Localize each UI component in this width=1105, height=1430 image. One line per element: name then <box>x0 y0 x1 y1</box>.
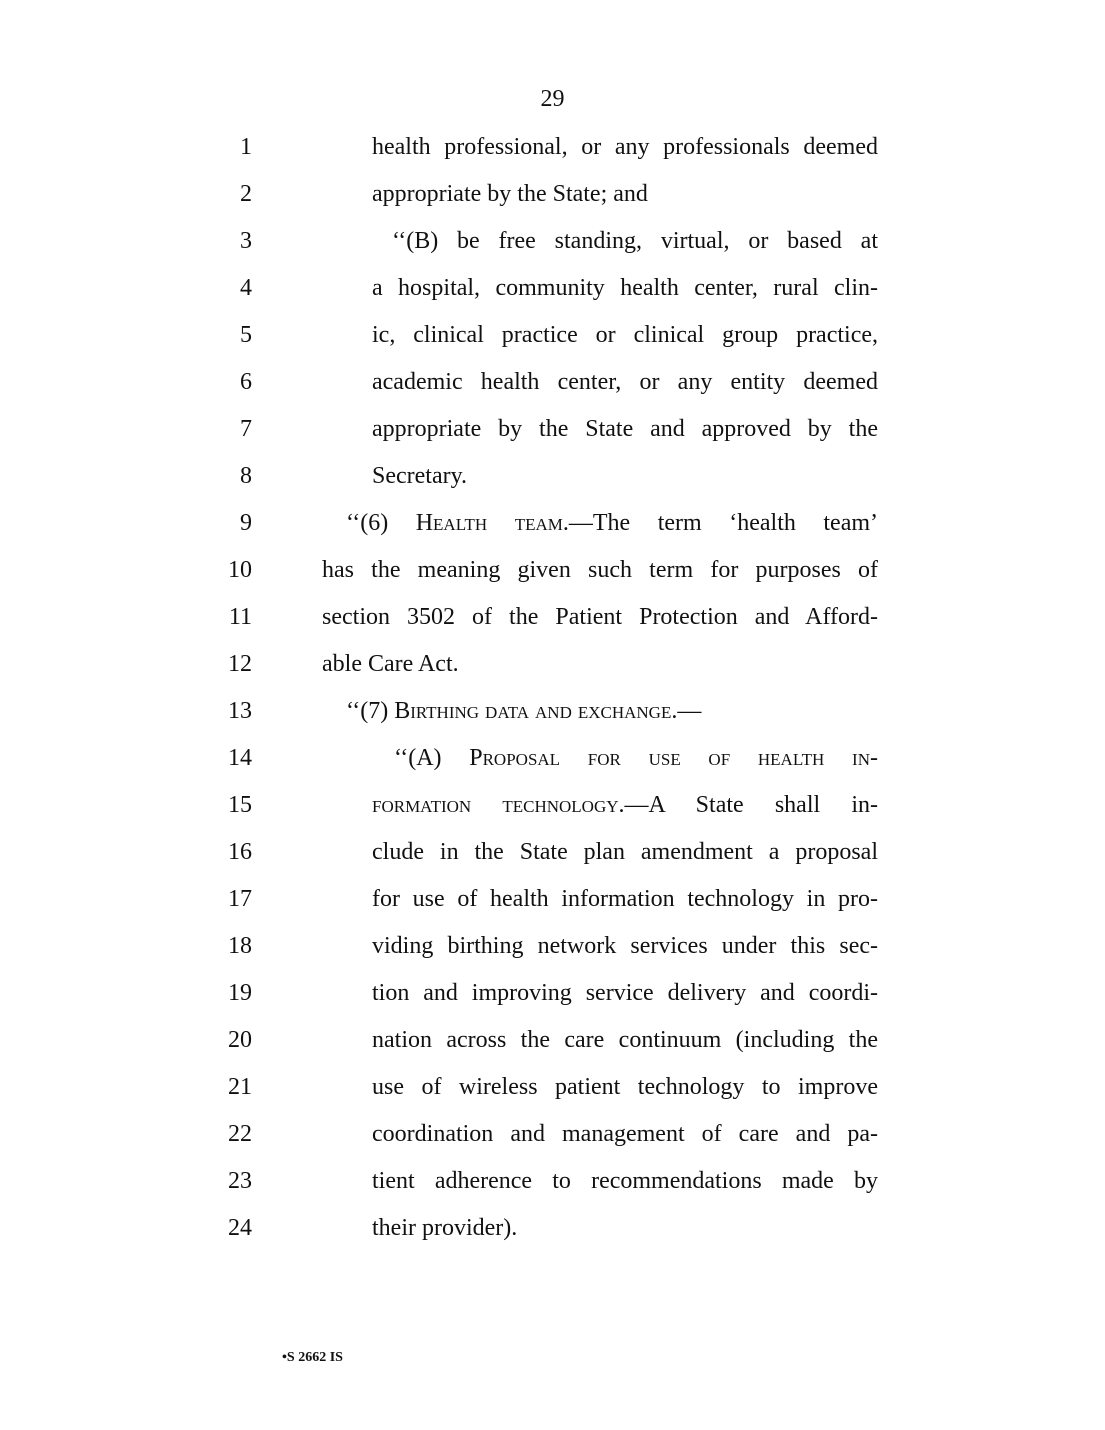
line-text: use of wireless patient technology to improve <box>372 1074 878 1100</box>
line-text: clude in the State plan amendment a proposal <box>372 839 878 865</box>
line-text: appropriate by the State and approved by the <box>372 416 878 442</box>
line-number: 20 <box>228 1027 252 1053</box>
line-text: health professional, or any professionals deemed <box>372 134 878 160</box>
text-line <box>0 1071 1105 1118</box>
line-number: 18 <box>228 933 252 959</box>
text-line <box>0 366 1105 413</box>
line-text: tion and improving service delivery and coordi- <box>372 980 878 1006</box>
text-line <box>0 178 1105 225</box>
line-text: ic, clinical practice or clinical group practice, <box>372 322 878 348</box>
text-line <box>0 1024 1105 1071</box>
line-text: coordination and management of care and pa- <box>372 1121 878 1147</box>
text-line <box>0 601 1105 648</box>
section-heading-small-caps: Proposal for use of health in- <box>469 745 878 771</box>
line-number: 22 <box>228 1121 252 1147</box>
line-number: 10 <box>228 557 252 583</box>
text-line <box>0 1165 1105 1212</box>
line-text: Secretary. <box>372 463 468 489</box>
text-line <box>0 460 1105 507</box>
text-line <box>0 507 1105 554</box>
line-number: 16 <box>228 839 252 865</box>
text-line <box>0 1118 1105 1165</box>
page-number: 29 <box>540 86 565 112</box>
line-number: 19 <box>228 980 252 1006</box>
line-text-prefix: ‘‘(7) <box>346 698 395 724</box>
line-number: 3 <box>240 228 252 254</box>
line-text-suffix: .—The term ‘health team’ <box>562 510 879 536</box>
text-line <box>0 977 1105 1024</box>
line-number: 12 <box>228 651 252 677</box>
line-number: 8 <box>240 463 252 489</box>
line-number: 17 <box>228 886 252 912</box>
line-text: tient adherence to recommendations made by <box>372 1168 878 1194</box>
line-number: 2 <box>240 181 252 207</box>
section-heading-small-caps: Health team <box>415 510 563 536</box>
text-line <box>0 319 1105 366</box>
text-line <box>0 836 1105 883</box>
line-text <box>346 507 878 539</box>
line-number: 21 <box>228 1074 252 1100</box>
section-heading-small-caps: formation technology <box>372 792 619 818</box>
line-text: nation across the care continuum (including the <box>372 1027 878 1053</box>
line-text <box>372 789 878 821</box>
line-text: appropriate by the State; and <box>372 181 648 207</box>
line-number: 15 <box>228 792 252 818</box>
line-number: 7 <box>240 416 252 442</box>
line-text-suffix: .—A State shall in- <box>618 792 878 818</box>
line-text-suffix: .— <box>671 698 702 724</box>
text-line <box>0 648 1105 695</box>
line-number: 9 <box>240 510 252 536</box>
section-heading-small-caps: Birthing data and exchange <box>394 698 672 724</box>
line-text: viding birthing network services under this sec- <box>372 933 878 959</box>
line-text: ‘‘(B) be free standing, virtual, or based at <box>392 228 878 254</box>
line-text <box>394 742 878 774</box>
text-line <box>0 131 1105 178</box>
line-text: has the meaning given such term for purposes of <box>322 557 878 583</box>
line-text <box>346 695 878 727</box>
line-text-prefix: ‘‘(6) <box>346 510 416 536</box>
text-line <box>0 225 1105 272</box>
text-line <box>0 413 1105 460</box>
text-line <box>0 554 1105 601</box>
text-line <box>0 1212 1105 1259</box>
text-line <box>0 695 1105 742</box>
line-number: 23 <box>228 1168 252 1194</box>
line-text: academic health center, or any entity deemed <box>372 369 878 395</box>
line-text: able Care Act. <box>322 651 459 677</box>
line-number: 24 <box>228 1215 252 1241</box>
text-line <box>0 883 1105 930</box>
line-number: 6 <box>240 369 252 395</box>
line-number: 13 <box>228 698 252 724</box>
line-number: 11 <box>228 604 252 630</box>
line-number: 1 <box>240 134 252 160</box>
line-number: 5 <box>240 322 252 348</box>
line-text: for use of health information technology in pro- <box>372 886 878 912</box>
line-text-prefix: ‘‘(A) <box>394 745 470 771</box>
line-number: 14 <box>228 745 252 771</box>
line-number: 4 <box>240 275 252 301</box>
line-text: a hospital, community health center, rural clin- <box>372 275 878 301</box>
text-line <box>0 272 1105 319</box>
bill-identifier-footer: •S 2662 IS <box>282 1350 343 1365</box>
text-line <box>0 789 1105 836</box>
text-line <box>0 930 1105 977</box>
line-text: their provider). <box>372 1215 518 1241</box>
line-text: section 3502 of the Patient Protection and Afford- <box>322 604 878 630</box>
text-line <box>0 742 1105 789</box>
